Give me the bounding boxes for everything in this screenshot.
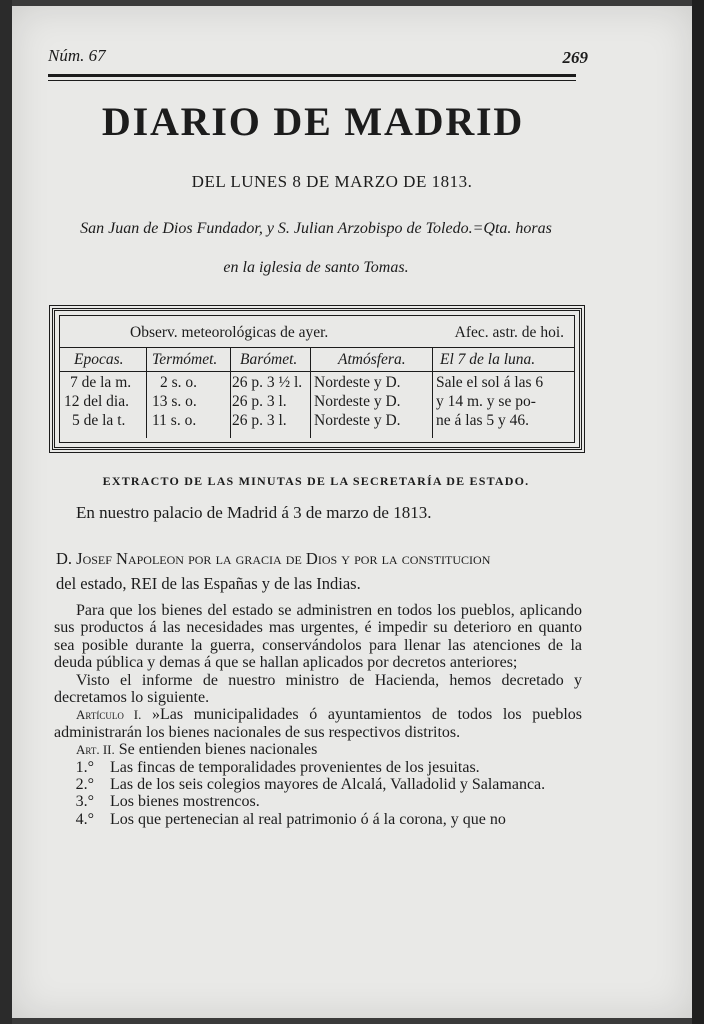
article-text: »Las municipalidades ó ayuntamientos de todos los pueblos administrarán los bienes nacionales de sus respectivos distritos. — [54, 706, 582, 741]
section-heading: EXTRACTO DE LAS MINUTAS DE LA SECRETARÍA DE ESTADO. — [102, 474, 530, 488]
col-header-termometro: Termómet. — [152, 351, 218, 368]
table-cell: 5 de la t. — [72, 412, 126, 429]
list-item: 1.° Las fincas de temporalidades provenientes de los jesuitas. — [75, 758, 480, 776]
royal-title — [56, 546, 584, 596]
list-item: 3.° Los bienes mostrencos. — [75, 793, 260, 811]
col-header-atmosfera: Atmósfera. — [338, 351, 406, 368]
col-header-barometro: Barómet. — [240, 351, 298, 368]
astro-caption: Afec. astr. de hoi. — [454, 324, 564, 341]
weather-table — [52, 308, 582, 450]
article-text: Se entienden bienes nacionales — [118, 741, 318, 759]
table-cell: 2 s. o. — [160, 374, 198, 391]
header-rule — [48, 74, 576, 77]
royal-title-line-2: del estado, REI de las Españas y de las Indias. — [56, 574, 361, 593]
table-cell: y 14 m. y se po- — [436, 393, 536, 410]
table-cell: 7 de la m. — [70, 374, 132, 391]
decree-body — [54, 602, 582, 828]
newspaper-page — [12, 6, 692, 1018]
issue-date: DEL LUNES 8 DE MARZO DE 1813. — [191, 172, 473, 191]
place-date-line: En nuestro palacio de Madrid á 3 de marzo de 1813. — [76, 503, 432, 522]
list-item: 2.° Las de los seis colegios mayores de Alcalá, Valladolid y Salamanca. — [75, 776, 546, 794]
header-rule-thin — [48, 80, 576, 81]
table-cell: 13 s. o. — [152, 393, 197, 410]
table-cell: Sale el sol á las 6 — [436, 374, 544, 391]
table-cell: 26 p. 3 ½ l. — [232, 374, 303, 391]
table-cell: 26 p. 3 l. — [232, 412, 287, 429]
weather-caption: Observ. meteorológicas de ayer. — [130, 324, 329, 341]
table-cell: Nordeste y D. — [314, 393, 401, 410]
saints-line-1: San Juan de Dios Fundador, y S. Julian Arzobispo de Toledo.=Qta. horas — [80, 220, 552, 237]
table-cell: Nordeste y D. — [314, 412, 401, 429]
article-1 — [54, 706, 582, 741]
paragraph: Visto el informe de nuestro ministro de Hacienda, hemos decretado y decretamos lo siguiente. — [54, 671, 582, 707]
table-cell: 11 s. o. — [152, 412, 197, 429]
table-cell: 12 del dia. — [64, 393, 129, 410]
article-2 — [54, 741, 582, 758]
masthead-title: DIARIO DE MADRID — [101, 99, 525, 144]
table-cell: Nordeste y D. — [314, 374, 401, 391]
table-cell: ne á las 5 y 46. — [436, 412, 529, 429]
list-item: 4.° Los que pertenecian al real patrimonio ó á la corona, y que no — [75, 810, 506, 828]
issue-number: Núm. 67 — [48, 46, 106, 65]
paragraph: Para que los bienes del estado se administren en todos los pueblos, aplicando sus productos á las necesidades mas urgentes, é impedir su deterioro en quanto sea posible durante la guerra, conservándolos para llenar las atenciones de la deuda pública y demas á que se hallan aplicados por decretos anteriores; — [54, 602, 582, 672]
article-label: Art. II. — [76, 742, 115, 758]
saints-line-2: en la iglesia de santo Tomas. — [223, 259, 409, 276]
royal-title-line-1: D. Josef Napoleon por la gracia de Dios y por la constitucion — [56, 549, 491, 568]
col-header-luna: El 7 de la luna. — [440, 351, 536, 368]
page-number: 269 — [562, 48, 588, 67]
article-label: Artículo I. — [76, 707, 142, 723]
col-header-epocas: Epocas. — [74, 351, 124, 368]
table-cell: 26 p. 3 l. — [232, 393, 287, 410]
